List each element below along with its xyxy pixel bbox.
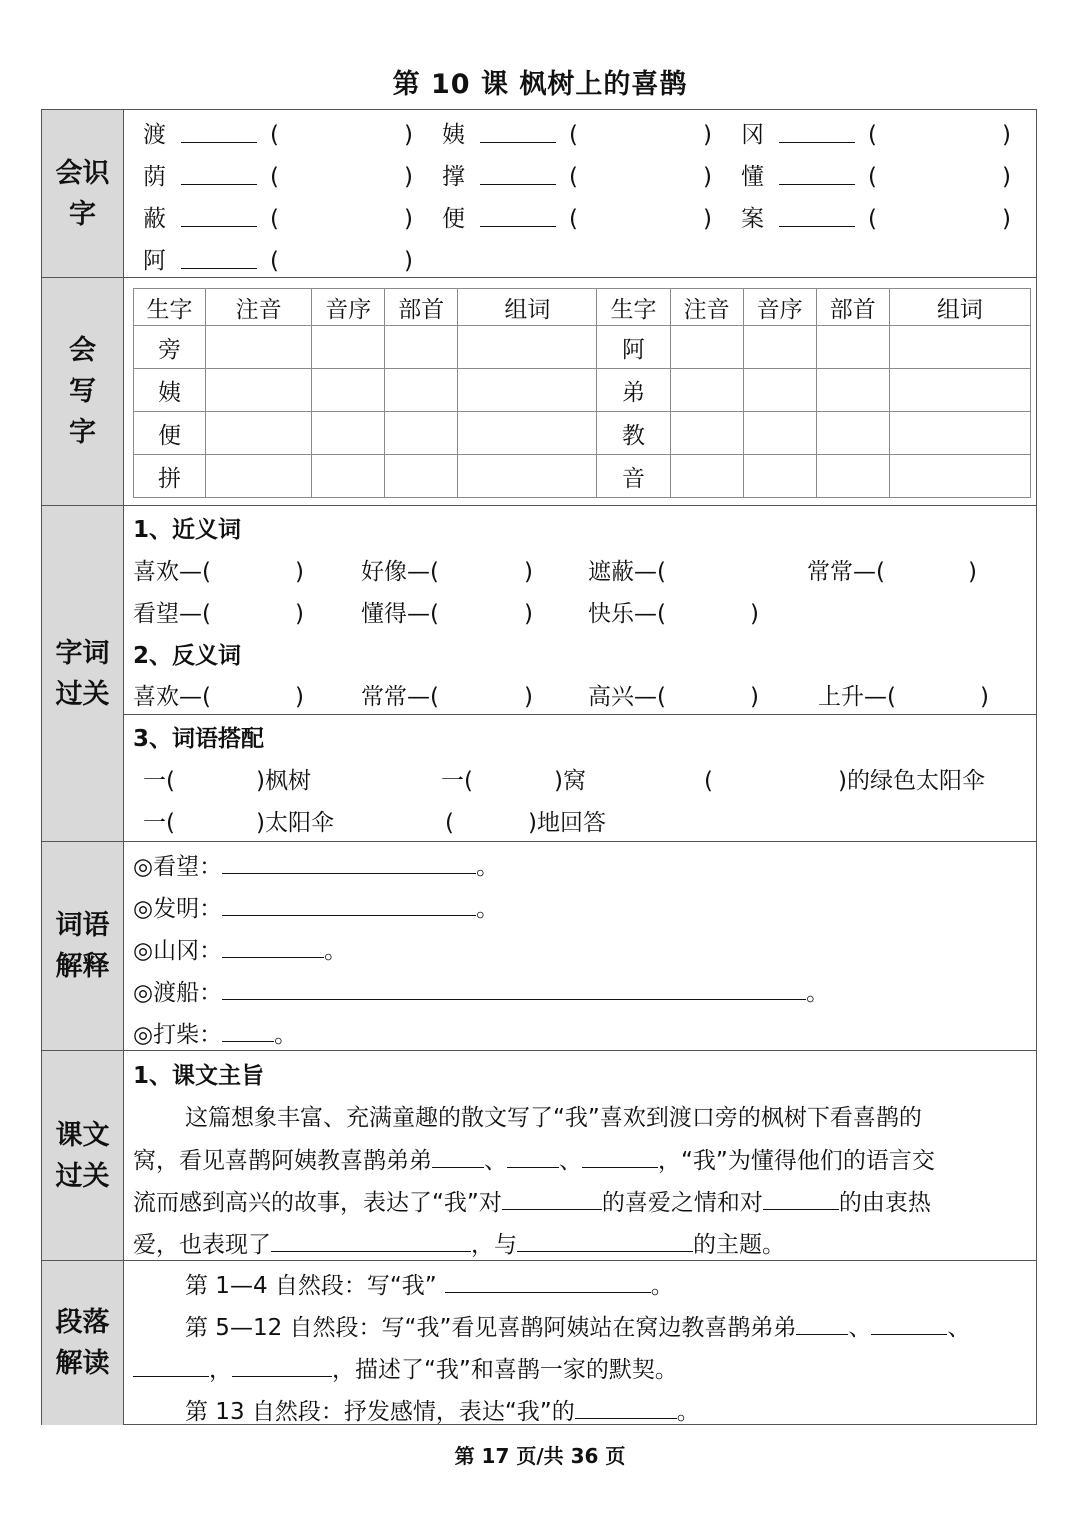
paren-open: ( (270, 122, 279, 148)
answer-cell[interactable] (816, 369, 889, 412)
recognize-char: 便 (442, 206, 465, 232)
text-segment: ，描述了“我”和喜鹊一家的默契。 (332, 1357, 678, 1383)
synonym-item: 喜欢—( (133, 559, 211, 585)
period: 。 (676, 1399, 700, 1425)
paren-close: ) (703, 164, 712, 190)
paren-close: ) (1002, 122, 1011, 148)
write-char: 旁 (134, 326, 206, 369)
text-segment: ，与 (471, 1232, 517, 1258)
answer-cell[interactable] (743, 326, 816, 369)
answer-line[interactable] (222, 1019, 274, 1042)
text-segment: 窝，看见喜鹊阿姨教喜鹊弟弟 (133, 1148, 432, 1174)
answer-cell[interactable] (889, 326, 1030, 369)
pinyin-blank[interactable] (779, 162, 855, 193)
para-line (185, 1270, 674, 1301)
recognize-char: 冈 (741, 122, 764, 148)
explain-item: ◎看望： (133, 854, 223, 880)
answer-line[interactable] (507, 1145, 559, 1168)
paren-open: ( (270, 206, 279, 232)
section-label-write: 会 写 字 (42, 278, 124, 505)
text-segment: 第 1—4 自然段：写“我” (185, 1273, 437, 1299)
answer-cell[interactable] (312, 326, 385, 369)
recognize-char: 蔽 (143, 206, 166, 232)
recognize-char: 阿 (143, 248, 166, 274)
write-char: 便 (134, 412, 206, 455)
paren-open: ( (569, 206, 578, 232)
paren-open: ( (868, 164, 877, 190)
section-label-words: 字词 过关 (42, 506, 124, 841)
answer-cell[interactable] (458, 369, 597, 412)
answer-cell[interactable] (385, 455, 458, 498)
text-line (133, 1229, 785, 1260)
paren-close: ) (295, 601, 304, 627)
paren-open: ( (270, 164, 279, 190)
answer-cell[interactable] (816, 326, 889, 369)
explain-row (133, 935, 347, 966)
answer-cell[interactable] (816, 412, 889, 455)
answer-line[interactable] (575, 1396, 677, 1419)
antonym-item: 常常—( (361, 684, 439, 710)
synonym-item: 常常—( (807, 559, 885, 585)
para-line (133, 1354, 678, 1385)
recognize-char: 懂 (741, 164, 764, 190)
period: 。 (324, 938, 348, 964)
answer-cell[interactable] (889, 455, 1030, 498)
column-header: 注音 (206, 289, 312, 326)
paren-close: ) (1002, 164, 1011, 190)
para-line (185, 1312, 970, 1343)
write-char: 音 (597, 455, 670, 498)
answer-line[interactable] (133, 1354, 209, 1377)
answer-cell[interactable] (206, 369, 312, 412)
synonyms-title: 1、近义词 (133, 517, 242, 543)
answer-line[interactable] (222, 851, 476, 874)
para-line (185, 1396, 700, 1427)
answer-cell[interactable] (206, 455, 312, 498)
paren-close: ) (703, 122, 712, 148)
recognize-char: 案 (741, 206, 764, 232)
answer-cell[interactable] (206, 412, 312, 455)
text-segment: 第 5—12 自然段：写“我”看见喜鹊阿姨站在窝边教喜鹊弟弟 (185, 1315, 797, 1341)
period: 。 (476, 896, 500, 922)
explain-row (133, 851, 499, 882)
text-segment: ， (209, 1357, 232, 1383)
recognize-char: 荫 (143, 164, 166, 190)
paren-close: ) (1002, 206, 1011, 232)
recognize-char: 撑 (442, 164, 465, 190)
column-header: 注音 (670, 289, 743, 326)
answer-cell[interactable] (889, 369, 1030, 412)
paren-close: ) (980, 684, 989, 710)
answer-cell[interactable] (816, 455, 889, 498)
collocation-title: 3、词语搭配 (133, 726, 265, 752)
explain-item: ◎渡船： (133, 980, 223, 1006)
recognize-char: 渡 (143, 122, 166, 148)
collocation-part: ( (704, 768, 713, 794)
period: 。 (650, 1273, 674, 1299)
answer-cell[interactable] (312, 369, 385, 412)
page-footer: 第 17 页/共 36 页 (454, 1444, 626, 1468)
answer-line[interactable] (232, 1354, 332, 1377)
pinyin-blank[interactable] (181, 246, 257, 277)
synonym-item: 懂得—( (361, 601, 439, 627)
paren-close: ) (404, 122, 413, 148)
answer-cell[interactable] (670, 455, 743, 498)
answer-cell[interactable] (385, 326, 458, 369)
pinyin-blank[interactable] (181, 204, 257, 235)
answer-line[interactable] (432, 1145, 484, 1168)
collocation-part: ( (445, 810, 454, 836)
section-label-recognize: 会识 字 (42, 110, 124, 277)
explain-row (133, 1019, 297, 1050)
answer-cell[interactable] (743, 412, 816, 455)
answer-line[interactable] (271, 1229, 471, 1252)
table-row (134, 369, 1031, 412)
period: 。 (476, 854, 500, 880)
paren-close: ) (404, 164, 413, 190)
write-char: 阿 (597, 326, 670, 369)
text-segment: 、 (947, 1315, 971, 1341)
paren-close: ) (968, 559, 977, 585)
answer-line[interactable] (871, 1312, 947, 1335)
antonyms-title: 2、反义词 (133, 643, 242, 669)
antonym-item: 上升—( (818, 684, 896, 710)
period: 。 (274, 1022, 298, 1048)
text-segment: 、 (848, 1315, 872, 1341)
antonym-item: 高兴—( (588, 684, 666, 710)
collocation-part: )窝 (554, 768, 586, 794)
answer-cell[interactable] (670, 369, 743, 412)
answer-cell[interactable] (670, 326, 743, 369)
synonym-item: 快乐—( (588, 601, 666, 627)
answer-line[interactable] (222, 977, 806, 1000)
text-segment: 的主题。 (693, 1232, 785, 1258)
pinyin-blank[interactable] (480, 120, 556, 151)
write-char: 教 (597, 412, 670, 455)
write-char: 拼 (134, 455, 206, 498)
subsection-divider (124, 714, 1036, 715)
column-header: 组词 (458, 289, 597, 326)
section-label-text: 课文 过关 (42, 1051, 124, 1260)
table-row (134, 326, 1031, 369)
answer-cell[interactable] (312, 412, 385, 455)
collocation-part: )枫树 (256, 768, 311, 794)
answer-cell[interactable] (385, 412, 458, 455)
answer-line[interactable] (582, 1145, 658, 1168)
paren-close: ) (295, 559, 304, 585)
text-segment: 第 13 自然段：抒发感情，表达“我”的 (185, 1399, 575, 1425)
answer-cell[interactable] (312, 455, 385, 498)
section-divider (42, 505, 1036, 506)
answer-line[interactable] (502, 1187, 602, 1210)
pinyin-blank[interactable] (181, 162, 257, 193)
write-char: 姨 (134, 369, 206, 412)
paren-close: ) (404, 248, 413, 274)
recognize-char: 姨 (442, 122, 465, 148)
collocation-part: 一( (143, 768, 175, 794)
text-segment: 、 (484, 1148, 507, 1174)
answer-line[interactable] (763, 1187, 839, 1210)
writing-table (133, 288, 1031, 498)
synonym-item: 好像—( (361, 559, 439, 585)
paren-close: ) (524, 684, 533, 710)
answer-cell[interactable] (743, 455, 816, 498)
answer-line[interactable] (222, 935, 324, 958)
text-subtitle: 1、课文主旨 (133, 1063, 265, 1089)
section-divider (42, 1050, 1036, 1051)
answer-cell[interactable] (458, 455, 597, 498)
column-header: 部首 (385, 289, 458, 326)
text-segment: 的由衷热 (838, 1190, 931, 1216)
synonym-item: 看望—( (133, 601, 211, 627)
text-segment: 爱，也表现了 (133, 1232, 271, 1258)
antonym-item: 喜欢—( (133, 684, 211, 710)
paren-open: ( (569, 164, 578, 190)
answer-cell[interactable] (385, 369, 458, 412)
answer-line[interactable] (517, 1229, 693, 1252)
explain-item: ◎山冈： (133, 938, 223, 964)
paren-open: ( (868, 122, 877, 148)
synonym-item: 遮蔽—( (588, 559, 666, 585)
pinyin-blank[interactable] (480, 162, 556, 193)
answer-line[interactable] (796, 1312, 848, 1335)
paren-close: ) (404, 206, 413, 232)
write-char: 弟 (597, 369, 670, 412)
answer-cell[interactable] (743, 369, 816, 412)
paren-open: ( (270, 248, 279, 274)
answer-cell[interactable] (458, 412, 597, 455)
explain-row (133, 893, 499, 924)
column-header: 音序 (312, 289, 385, 326)
section-divider (42, 841, 1036, 842)
text-segment: 流而感到高兴的故事，表达了“我”对 (133, 1190, 502, 1216)
answer-cell[interactable] (889, 412, 1030, 455)
collocation-part: )地回答 (528, 810, 606, 836)
column-header: 音序 (743, 289, 816, 326)
table-row (134, 455, 1031, 498)
answer-cell[interactable] (458, 326, 597, 369)
answer-cell[interactable] (206, 326, 312, 369)
collocation-part: )的绿色太阳伞 (838, 768, 985, 794)
pinyin-blank[interactable] (779, 204, 855, 235)
answer-line[interactable] (445, 1270, 651, 1293)
text-line (133, 1145, 935, 1176)
section-divider (42, 277, 1036, 278)
worksheet (41, 109, 1037, 1425)
paren-close: ) (524, 559, 533, 585)
collocation-part: 一( (143, 810, 175, 836)
text-line: 这篇想象丰富、充满童趣的散文写了“我”喜欢到渡口旁的枫树下看喜鹊的 (185, 1105, 922, 1131)
answer-cell[interactable] (670, 412, 743, 455)
column-header: 部首 (816, 289, 889, 326)
table-row (134, 412, 1031, 455)
collocation-part: 一( (441, 768, 473, 794)
answer-line[interactable] (222, 893, 476, 916)
text-segment: 、 (559, 1148, 582, 1174)
table-header-row (134, 289, 1031, 326)
collocation-part: )太阳伞 (256, 810, 334, 836)
page-title: 第 10 课 枫树上的喜鹊 (392, 69, 688, 100)
pinyin-blank[interactable] (181, 120, 257, 151)
text-segment: ，“我”为懂得他们的语言交 (658, 1148, 935, 1174)
paren-close: ) (524, 601, 533, 627)
text-segment: 的喜爱之情和对 (601, 1190, 763, 1216)
section-divider (42, 1260, 1036, 1261)
paren-open: ( (569, 122, 578, 148)
paren-close: ) (750, 601, 759, 627)
text-line (133, 1187, 931, 1218)
paren-close: ) (703, 206, 712, 232)
paren-open: ( (868, 206, 877, 232)
period: 。 (806, 980, 830, 1006)
section-label-explain: 词语 解释 (42, 842, 124, 1050)
pinyin-blank[interactable] (779, 120, 855, 151)
paren-close: ) (750, 684, 759, 710)
explain-item: ◎发明： (133, 896, 223, 922)
paren-close: ) (295, 684, 304, 710)
column-header: 组词 (889, 289, 1030, 326)
explain-item: ◎打柴： (133, 1022, 223, 1048)
section-label-para: 段落 解读 (42, 1261, 124, 1425)
explain-row (133, 977, 829, 1008)
pinyin-blank[interactable] (480, 204, 556, 235)
column-header: 生字 (597, 289, 670, 326)
column-header: 生字 (134, 289, 206, 326)
